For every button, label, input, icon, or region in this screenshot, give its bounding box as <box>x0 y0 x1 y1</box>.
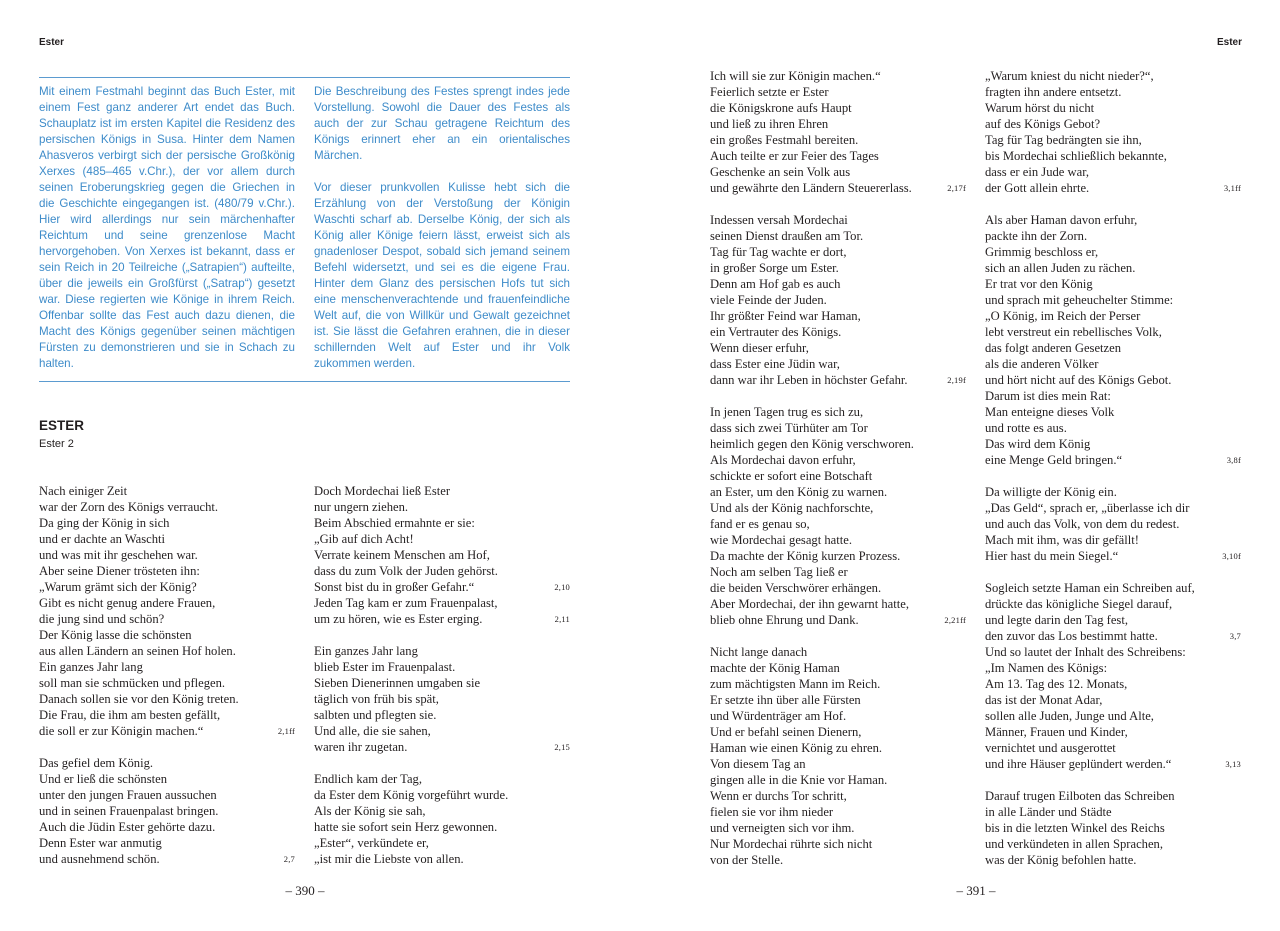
verse-reference: 3,8f <box>1226 455 1241 465</box>
verse-line: Er setzte ihn über alle Fürsten <box>710 693 861 707</box>
verse-line: Auch teilte er zur Feier des Tages <box>710 149 879 163</box>
verse-line: viele Feinde der Juden. <box>710 293 827 307</box>
verse-line: Doch Mordechai ließ Ester <box>314 484 451 498</box>
verse-line: seinen Dienst draußen am Tor. <box>710 229 864 243</box>
verse-line: Wenn dieser erfuhr, <box>710 341 809 355</box>
verse-line: von der Stelle. <box>710 853 784 867</box>
verse-line: dass du zum Volk der Juden gehörst. <box>314 564 498 578</box>
verse-reference: 2,11 <box>554 614 570 624</box>
verse-line: Sieben Dienerinnen umgaben sie <box>314 676 481 690</box>
poem-column <box>39 483 295 867</box>
verse-line: ein großes Festmahl bereiten. <box>710 133 859 147</box>
verse-line: schickte er sofort eine Botschaft <box>710 469 873 483</box>
verse-line: Tag für Tag wachte er dort, <box>710 245 847 259</box>
verse-line: fragten ihn andere entsetzt. <box>985 85 1122 99</box>
verse-line: der Gott allein ehrte. 3,1ff <box>985 181 1241 195</box>
verse-line: fand er es genau so, <box>710 517 810 531</box>
stanza <box>39 755 295 867</box>
verse-line: Männer, Frauen und Kinder, <box>985 725 1128 739</box>
verse-line: hatte sie sofort sein Herz gewonnen. <box>314 820 498 834</box>
verse-line: zum mächtigsten Mann im Reich. <box>710 677 881 691</box>
verse-line: Nach einiger Zeit <box>39 484 128 498</box>
verse-line: und in seinen Frauenpalast bringen. <box>39 804 219 818</box>
verse-line: um zu hören, wie es Ester erging. 2,11 <box>314 612 570 626</box>
verse-line: Der König lasse die schönsten <box>39 628 192 642</box>
verse-line: „Warum kniest du nicht nieder?“, <box>985 69 1154 83</box>
verse-line: die jung sind und schön? <box>39 612 165 626</box>
verse-reference: 3,7 <box>1229 631 1241 641</box>
verse-line: packte ihn der Zorn. <box>985 229 1088 243</box>
verse-line: aus allen Ländern an seinen Hof holen. <box>39 644 236 658</box>
verse-line: Geschenke an sein Volk aus <box>710 165 851 179</box>
verse-line: Hier hast du mein Siegel.“ 3,10f <box>985 549 1241 563</box>
verse-line: und er dachte an Waschti <box>39 532 166 546</box>
verse-line: und ausnehmend schön. 2,7 <box>39 852 295 866</box>
verse-line: an Ester, um den König zu warnen. <box>710 485 888 499</box>
verse-line: Aber seine Diener trösteten ihn: <box>39 564 200 578</box>
verse-line: „Ester“, verkündete er, <box>314 836 429 850</box>
verse-line: Denn Ester war anmutig <box>39 836 162 850</box>
verse-line: drückte das königliche Siegel darauf, <box>985 597 1173 611</box>
verse-line: nur ungern ziehen. <box>314 500 409 514</box>
verse-line: heimlich gegen den König verschworen. <box>710 437 914 451</box>
intro-paragraph: Vor dieser prunkvollen Kulisse hebt sich die Erzählung von der Verstoßung der Königin Waschti scharf ab. Derselbe König, der sich als König aller Könige feiern lässt, erweist sich als gnadenloser Despot, sobald sich jemand seinem Befehl widersetzt, und sei es die eigene Frau. Hinter dem Glanz des persischen Hofs tut sich eine menschenverachtende und frauenfeindliche Welt auf, die von Willkür und Gewalt gezeichnet ist. Sie lässt die Gefahren erahnen, die in dieser schillernden Welt auf Ester und ihr Volk zukommen werden. <box>314 181 570 370</box>
verse-line: In jenen Tagen trug es sich zu, <box>710 405 864 419</box>
verse-line: und verkündeten in allen Sprachen, <box>985 837 1164 851</box>
section-title: ESTER <box>39 418 85 433</box>
verse-line: Endlich kam der Tag, <box>314 772 422 786</box>
verse-line: Und er befahl seinen Dienern, <box>710 725 862 739</box>
verse-line: dann war ihr Leben in höchster Gefahr. 2,19f <box>710 373 966 387</box>
verse-line: Grimmig beschloss er, <box>985 245 1099 259</box>
verse-line: „Warum grämt sich der König? <box>39 580 197 594</box>
verse-line: vernichtet und ausgerottet <box>985 741 1116 755</box>
verse-line: Noch am selben Tag ließ er <box>710 565 848 579</box>
verse-line: Tag für Tag bedrängten sie ihn, <box>985 133 1142 147</box>
poem-column <box>314 483 570 867</box>
right-page <box>640 0 1280 931</box>
verse-line: war der Zorn des Königs verraucht. <box>39 500 219 514</box>
verse-line: die beiden Verschwörer erhängen. <box>710 581 882 595</box>
stanza <box>39 483 295 739</box>
verse-line: Sonst bist du in großer Gefahr.“ 2,10 <box>314 580 570 594</box>
stanza <box>985 484 1241 564</box>
running-head: Ester <box>39 37 65 48</box>
verse-line: Feierlich setzte er Ester <box>710 85 829 99</box>
verse-line: als die anderen Völker <box>985 357 1099 371</box>
stanza <box>985 68 1241 196</box>
verse-line: „O König, im Reich der Perser <box>985 309 1141 323</box>
verse-line: „Im Namen des Königs: <box>985 661 1108 675</box>
verse-line: Indessen versah Mordechai <box>710 213 848 227</box>
stanza <box>710 404 966 628</box>
verse-line: und ihre Häuser geplündert werden.“ 3,13 <box>985 757 1241 771</box>
verse-line: Am 13. Tag des 12. Monats, <box>985 677 1128 691</box>
intro-box <box>39 77 570 382</box>
verse-line: dass er ein Jude war, <box>985 165 1090 179</box>
verse-line: bis Mordechai schließlich bekannte, <box>985 149 1167 163</box>
verse-line: unter den jungen Frauen aussuchen <box>39 788 217 802</box>
verse-line: Als Mordechai davon erfuhr, <box>710 453 856 467</box>
verse-line: Danach sollen sie vor den König treten. <box>39 692 239 706</box>
verse-line: und sprach mit geheuchelter Stimme: <box>985 293 1174 307</box>
verse-line: machte der König Haman <box>710 661 840 675</box>
intro-paragraph: Die Beschreibung des Festes sprengt indes jede Vorstellung. Sowohl die Dauer des Festes als auch der zur Schau getragene Reichtum des Königs erinnert eher an ein orientalisches Märchen. <box>314 85 570 162</box>
verse-line: eine Menge Geld bringen.“ 3,8f <box>985 453 1241 467</box>
verse-line: fielen sie vor ihm nieder <box>710 805 834 819</box>
verse-line: und auch das Volk, von dem du redest. <box>985 517 1180 531</box>
verse-line: Als der König sie sah, <box>314 804 426 818</box>
verse-line: da Ester dem König vorgeführt wurde. <box>314 788 509 802</box>
stanza <box>710 212 966 388</box>
page-number: – 391 – <box>956 883 996 898</box>
verse-line: Ihr größter Feind war Haman, <box>710 309 861 323</box>
verse-line: Da machte der König kurzen Prozess. <box>710 549 901 563</box>
verse-line: Ein ganzes Jahr lang <box>314 644 418 658</box>
verse-line: Und so lautet der Inhalt des Schreibens: <box>985 645 1186 659</box>
verse-line: blieb ohne Ehrung und Dank. 2,21ff <box>710 613 966 627</box>
verse-line: bis in die letzten Winkel des Reichs <box>985 821 1165 835</box>
verse-line: Darauf trugen Eilboten das Schreiben <box>985 789 1175 803</box>
verse-line: lebt verstreut ein rebellisches Volk, <box>985 325 1162 339</box>
verse-line: Und als der König nachforschte, <box>710 501 874 515</box>
verse-line: Auch die Jüdin Ester gehörte dazu. <box>39 820 216 834</box>
verse-line: Als aber Haman davon erfuhr, <box>985 213 1138 227</box>
verse-line: auf des Königs Gebot? <box>985 117 1101 131</box>
verse-line: Das wird dem König <box>985 437 1091 451</box>
stanza <box>710 644 966 868</box>
page-number: – 390 – <box>285 883 325 898</box>
verse-line: und rotte es aus. <box>985 421 1067 435</box>
verse-line: und gewährte den Ländern Steuererlass. 2,17f <box>710 181 966 195</box>
verse-reference: 2,17f <box>947 183 966 193</box>
verse-line: Und alle, die sie sahen, <box>314 724 431 738</box>
verse-line: Und er ließ die schönsten <box>39 772 168 786</box>
verse-line: Gibt es nicht genug andere Frauen, <box>39 596 216 610</box>
verse-line: und ließ zu ihren Ehren <box>710 117 829 131</box>
verse-line: Nur Mordechai rührte sich nicht <box>710 837 873 851</box>
verse-line: Man enteigne dieses Volk <box>985 405 1115 419</box>
section-reference: Ester 2 <box>39 438 74 450</box>
verse-line: Darum ist dies mein Rat: <box>985 389 1111 403</box>
verse-line: ein Vertrauter des Königs. <box>710 325 842 339</box>
verse-line: und hört nicht auf des Königs Gebot. <box>985 373 1172 387</box>
verse-line: Denn am Hof gab es auch <box>710 277 841 291</box>
verse-line: Wenn er durchs Tor schritt, <box>710 789 847 803</box>
verse-line: Jeden Tag kam er zum Frauenpalast, <box>314 596 498 610</box>
verse-line: sich an allen Juden zu rächen. <box>985 261 1136 275</box>
stanza <box>314 595 570 627</box>
verse-reference: 3,1ff <box>1223 183 1241 193</box>
poem-column <box>985 68 1241 868</box>
verse-reference: 2,1ff <box>277 726 295 736</box>
verse-line: gingen alle in die Knie vor Haman. <box>710 773 888 787</box>
stanza <box>985 788 1241 868</box>
verse-line: „Gib auf dich Acht! <box>314 532 414 546</box>
verse-reference: 2,21ff <box>944 615 966 625</box>
verse-reference: 2,15 <box>554 742 570 752</box>
verse-line: Das gefiel dem König. <box>39 756 154 770</box>
verse-line: soll man sie schmücken und pflegen. <box>39 676 226 690</box>
verse-line: „ist mir die Liebste von allen. <box>314 852 464 866</box>
stanza <box>985 212 1241 468</box>
verse-line: Da ging der König in sich <box>39 516 170 530</box>
stanza <box>985 580 1241 644</box>
verse-line: in alle Länder und Städte <box>985 805 1112 819</box>
verse-line: Er trat vor den König <box>985 277 1093 291</box>
verse-line: Haman wie einen König zu ehren. <box>710 741 883 755</box>
stanza <box>314 643 570 755</box>
verse-line: dass Ester eine Jüdin war, <box>710 357 840 371</box>
verse-line: und verneigten sich vor ihm. <box>710 821 855 835</box>
stanza <box>314 483 570 595</box>
verse-line: in großer Sorge um Ester. <box>710 261 839 275</box>
verse-line: Von diesem Tag an <box>710 757 806 771</box>
verse-reference: 2,7 <box>283 854 295 864</box>
running-head: Ester <box>1216 37 1242 48</box>
stanza <box>314 771 570 867</box>
verse-reference: 3,10f <box>1222 551 1241 561</box>
verse-line: Sogleich setzte Haman ein Schreiben auf, <box>985 581 1195 595</box>
verse-line: die soll er zur Königin machen.“ 2,1ff <box>39 724 295 738</box>
verse-line: und legte darin den Tag fest, <box>985 613 1128 627</box>
verse-line: dass sich zwei Türhüter am Tor <box>710 421 868 435</box>
verse-reference: 2,19f <box>947 375 966 385</box>
verse-line: sollen alle Juden, Junge und Alte, <box>985 709 1154 723</box>
verse-line: waren ihr zugetan. 2,15 <box>314 740 570 754</box>
verse-line: was der König befohlen hatte. <box>985 853 1137 867</box>
verse-line: Aber Mordechai, der ihn gewarnt hatte, <box>710 597 909 611</box>
verse-line: Da willigte der König ein. <box>985 485 1117 499</box>
verse-line: das ist der Monat Adar, <box>985 693 1103 707</box>
intro-column <box>314 84 570 372</box>
verse-line: das folgt anderen Gesetzen <box>985 341 1122 355</box>
verse-line: Nicht lange danach <box>710 645 808 659</box>
verse-line: Die Frau, die ihm am besten gefällt, <box>39 708 221 722</box>
verse-line: Ich will sie zur Königin machen.“ <box>710 69 881 83</box>
intro-column <box>39 84 295 372</box>
verse-line: und Würdenträger am Hof. <box>710 709 847 723</box>
verse-line: blieb Ester im Frauenpalast. <box>314 660 456 674</box>
verse-line: den zuvor das Los bestimmt hatte. 3,7 <box>985 629 1241 643</box>
stanza <box>985 644 1241 772</box>
verse-line: Verrate keinem Menschen am Hof, <box>314 548 490 562</box>
verse-line: Warum hörst du nicht <box>985 101 1095 115</box>
poem-column <box>710 68 966 868</box>
verse-reference: 2,10 <box>554 582 570 592</box>
verse-line: Mach mit ihm, was dir gefällt! <box>985 533 1139 547</box>
stanza <box>710 68 966 196</box>
verse-line: wie Mordechai gesagt hatte. <box>710 533 852 547</box>
verse-line: die Königskrone aufs Haupt <box>710 101 852 115</box>
verse-line: Beim Abschied ermahnte er sie: <box>314 516 475 530</box>
verse-reference: 3,13 <box>1225 759 1241 769</box>
intro-paragraph: Mit einem Festmahl beginnt das Buch Ester, mit einem Fest ganz anderer Art endet das Buch. Schauplatz ist im ersten Kapitel die Residenz des persischen Königs in Susa. Hinter dem Namen Ahasveros verbirgt sich der persische Großkönig Xerxes (485–465 v.Chr.), der vor allem durch seinen Eroberungskrieg gegen die Griechen in die Geschichte eingegangen ist. (480/79 v.Chr.). Hier wird allerdings nur sein märchenhafter Reichtum und seine grenzenlose Macht hervorgehoben. Von Xerxes ist bekannt, dass er sein Reich in 20 Teilreiche („Satrapien“) aufteilte, über die jeweils ein Großfürst („Satrap“) gesetzt war. Diese regierten wie Könige in ihrem Reich. Offenbar sollte das Fest auch dazu dienen, die Macht des Königs gegenüber seinen mächtigen Fürsten zu demonstrieren und sie in Schach zu halten. <box>39 85 295 370</box>
verse-line: „Das Geld“, sprach er, „überlasse ich dir <box>985 501 1190 515</box>
verse-line: salbten und pflegten sie. <box>314 708 437 722</box>
verse-line: Ein ganzes Jahr lang <box>39 660 143 674</box>
verse-line: und was mit ihr geschehen war. <box>39 548 198 562</box>
verse-line: täglich von früh bis spät, <box>314 692 439 706</box>
